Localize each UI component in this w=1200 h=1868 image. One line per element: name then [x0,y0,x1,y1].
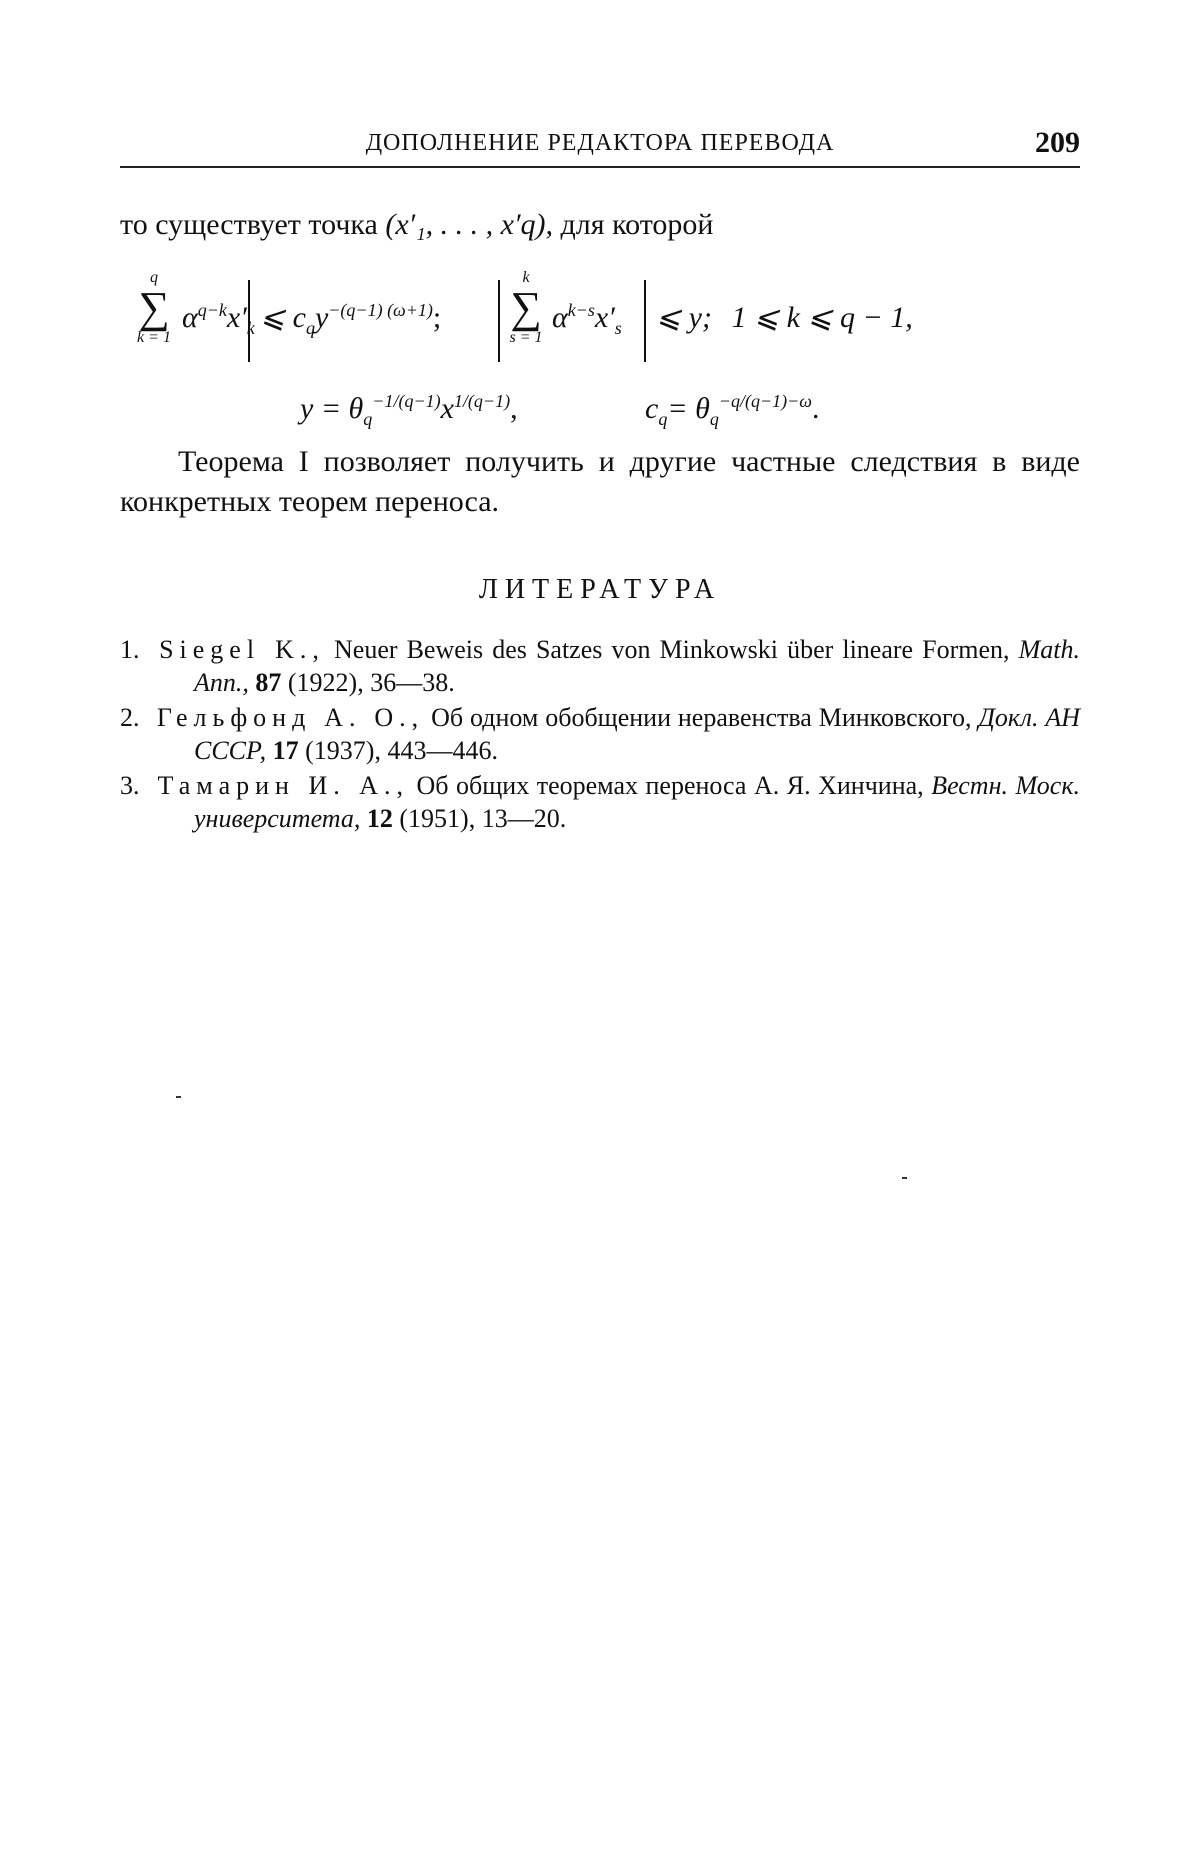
references-heading: ЛИТЕРАТУРА [478,574,722,605]
rhs1-variable: y [314,301,329,334]
rhs-1 [260,300,441,339]
reference-number: 1. [120,635,140,664]
def-y-lhs: y = θ [300,392,364,425]
term-1 [182,300,255,339]
reference-details: (1951), 13—20. [399,804,567,833]
reference-list [120,633,1080,837]
reference-item [120,633,1080,699]
sum2-upper-limit: k [522,269,530,286]
reference-details: (1937), 443—446. [305,736,498,765]
reference-author: Тамарин И. А., [157,771,410,800]
reference-title: Neuer Beweis des Satzes von Minkowski über lineare Formen, [334,635,1010,664]
formula-inequalities [130,270,1090,370]
reference-title: Об общих теоремах переноса А. Я. Хинчина, [416,771,924,800]
formula2-separator: , [510,392,518,425]
abs-bar-left-2 [498,280,500,362]
term2-variable: x′ [594,301,615,334]
reference-author: Siegel K., [159,635,325,664]
sum-symbol-1: q ∑ k = 1 [134,270,174,346]
definition-c [645,391,819,430]
lead-text: то существует точка [120,208,378,241]
term1-base: α [182,301,198,334]
abs-bar-right-2 [644,280,646,362]
def-y-x: x [440,392,454,425]
lead-suffix: для которой [560,208,714,241]
reference-item [120,769,1080,835]
running-header-title: ДОПОЛНЕНИЕ РЕДАКТОРА ПЕРЕВОДА [365,130,835,156]
term2-subscript: s [614,318,622,338]
lead-sentence [120,205,714,245]
rhs1-subscript: q [305,318,315,338]
print-speck [902,1177,907,1179]
def-c-subscript: q [658,409,668,429]
rhs1-base: ⩽ c [260,301,306,334]
reference-volume: 87 [255,668,282,697]
reference-volume: 12 [366,804,393,833]
term1-variable: x′ [226,301,247,334]
reference-details: (1922), 36—38. [287,668,455,697]
rhs-2 [656,300,913,335]
formula2-end: . [811,392,820,425]
formula1-separator: ; [432,301,442,334]
print-speck [176,1096,181,1098]
reference-author: Гельфонд А. О., [156,703,425,732]
sum-symbol-2: k ∑ s = 1 [506,270,546,346]
reference-number: 3. [120,771,140,800]
term2-exponent: k−s [567,300,595,320]
formula-definitions [300,385,920,445]
running-header [120,126,1080,170]
reference-volume: 17 [272,736,299,765]
reference-item [120,701,1080,767]
rhs2-text: ⩽ y; [656,301,712,334]
sum1-lower-limit: k = 1 [137,329,171,346]
def-c-equals: = θ [667,392,710,425]
range-condition: 1 ⩽ k ⩽ q − 1, [731,301,913,334]
def-y-exponent: −1/(q−1) [372,391,441,411]
def-y-subscript: q [363,409,373,429]
term1-subscript: k [246,318,255,338]
sum2-lower-limit: s = 1 [509,329,543,346]
def-c-theta-subscript: q [709,409,719,429]
reference-number: 2. [120,703,140,732]
abs-bar-left-1 [248,280,250,362]
reference-title: Об одном обобщении неравенства Минковского, [431,703,972,732]
paragraph-theorem: Теорема I позволяет получить и другие частные следствия в виде конкретных теорем переноса. [120,445,1080,518]
term1-exponent: q−k [197,300,227,320]
definition-y [300,391,518,430]
page-number: 209 [1035,126,1080,159]
header-rule [120,166,1080,168]
reference-journal: Вестн. Моск. университета, [194,771,1080,833]
def-y-x-exponent: 1/(q−1) [453,391,511,411]
term2-base: α [552,301,568,334]
sum1-upper-limit: q [150,269,158,286]
reference-journal: Докл. АН СССР, [194,703,1081,765]
def-c-exponent: −q/(q−1)−ω [718,391,812,411]
term-2 [552,300,622,339]
rhs1-exponent: −(q−1) (ω+1) [328,300,433,320]
lead-tuple: (x′₁, . . . , x′q), [385,208,554,241]
reference-journal: Math. Ann., [194,635,1080,697]
def-c-base: c [645,392,659,425]
